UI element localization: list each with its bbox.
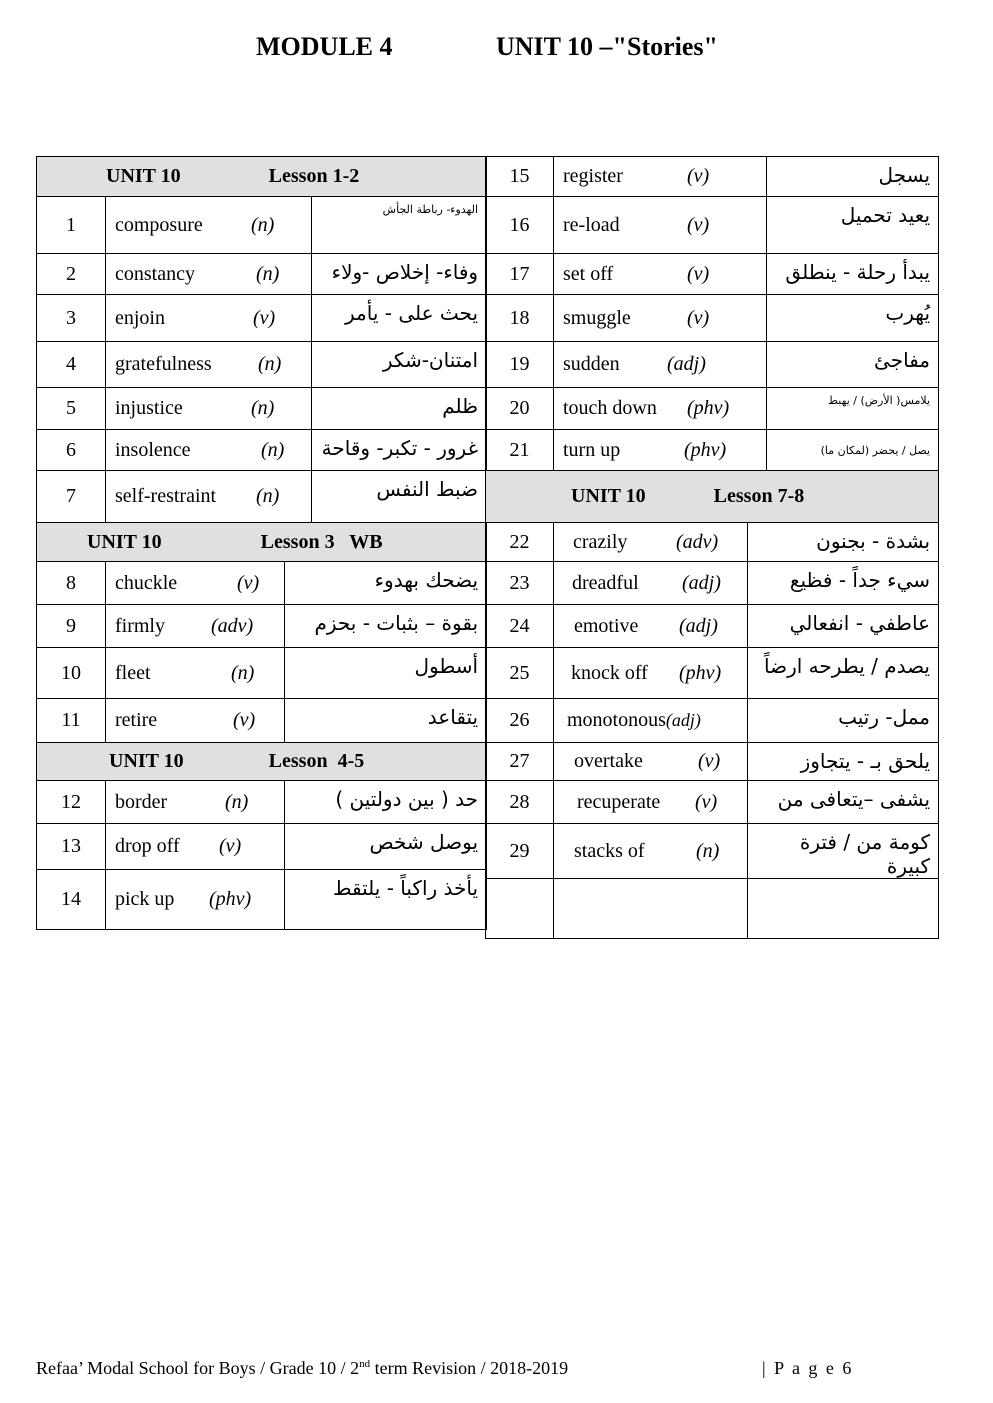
arabic-meaning: يعيد تحميل [767, 197, 939, 254]
arabic-meaning: سيء جداً - فظيع [748, 562, 939, 605]
section-header [37, 523, 487, 562]
arabic-meaning: يُهرب [767, 295, 939, 342]
footer-term: term Revision / 2018-2019 [370, 1358, 569, 1378]
row-number: 18 [486, 295, 554, 342]
part-of-speech: (v) [237, 571, 260, 594]
arabic-meaning: مفاجئ [767, 342, 939, 388]
vocab-word: register [563, 165, 623, 187]
row-number: 21 [486, 430, 554, 471]
arabic-meaning: يسجل [767, 157, 939, 197]
row-number: 10 [37, 648, 106, 699]
table-row [37, 648, 487, 699]
row-number: 3 [37, 295, 106, 342]
part-of-speech: (v) [253, 306, 276, 329]
module-title: MODULE 4 [256, 32, 393, 61]
arabic-meaning: امتنان-شكر [312, 342, 487, 388]
section-header [37, 157, 487, 197]
row-number: 20 [486, 388, 554, 430]
table-row [37, 388, 487, 430]
row-number: 15 [486, 157, 554, 197]
arabic-meaning: ضبط النفس [312, 471, 487, 523]
table-row [486, 562, 939, 605]
table-row [37, 197, 487, 254]
row-number: 14 [37, 870, 106, 930]
vocabulary-table-right [485, 156, 939, 939]
row-number: 24 [486, 605, 554, 648]
table-row [37, 254, 487, 295]
vocab-word: fleet [115, 661, 151, 684]
table-row [37, 295, 487, 342]
vocab-word: touch down [563, 397, 657, 419]
vocabulary-table-left [36, 156, 487, 930]
vocab-word: smuggle [563, 306, 631, 329]
vocab-word: recuperate [577, 790, 661, 813]
arabic-meaning: يلامس( الأرض) / يهبط [767, 388, 939, 430]
vocab-word: composure [115, 213, 203, 236]
vocab-word: gratefulness [115, 353, 212, 375]
vocab-word: retire [115, 709, 158, 731]
section-lesson: Lesson 3 WB [260, 530, 383, 553]
vocab-word: knock off [571, 661, 648, 684]
table-row [37, 824, 487, 870]
section-header [37, 743, 487, 781]
vocab-word: re-load [563, 213, 620, 236]
section-unit: UNIT 10 [109, 750, 184, 772]
unit-title: UNIT 10 –"Stories" [496, 32, 718, 61]
arabic-meaning: يلحق بـ - يتجاوز [748, 743, 939, 781]
table-row [486, 342, 939, 388]
part-of-speech: (phv) [687, 397, 730, 419]
row-number: 5 [37, 388, 106, 430]
vocab-word: insolence [115, 438, 191, 461]
part-of-speech: (phv) [209, 888, 252, 910]
vocab-word: injustice [115, 397, 183, 419]
vocab-word: border [115, 790, 168, 813]
table-row [486, 648, 939, 699]
table-row [486, 781, 939, 824]
section-lesson: Lesson 4-5 [268, 750, 365, 772]
part-of-speech: (adv) [211, 614, 254, 637]
vocab-word: overtake [574, 750, 643, 772]
row-number: 28 [486, 781, 554, 824]
table-row [486, 430, 939, 471]
table-row [486, 388, 939, 430]
vocab-word: enjoin [115, 306, 165, 329]
empty-row [486, 879, 939, 939]
arabic-meaning: ظلم [312, 388, 487, 430]
part-of-speech: (n) [225, 790, 249, 813]
footer-superscript: nd [359, 1358, 371, 1370]
footer-school: Refaa’ Modal School for Boys / Grade 10 / 2 [36, 1358, 360, 1378]
page-number: | P a g e 6 [762, 1358, 854, 1378]
row-number: 19 [486, 342, 554, 388]
arabic-meaning: يشفى –يتعافى من [748, 781, 939, 824]
vocab-word: constancy [115, 262, 195, 285]
arabic-meaning: غرور - تكبر- وقاحة [312, 430, 487, 471]
section-unit: UNIT 10 [571, 485, 646, 507]
row-number: 27 [486, 743, 554, 781]
row-number: 23 [486, 562, 554, 605]
table-row [486, 824, 939, 879]
arabic-meaning: وفاء- إخلاص -ولاء [312, 254, 487, 295]
part-of-speech: (v) [687, 165, 710, 187]
part-of-speech: (v) [687, 262, 710, 285]
vocab-word: set off [563, 262, 614, 285]
part-of-speech: (adj) [667, 353, 706, 375]
row-number: 1 [37, 197, 106, 254]
vocab-word: sudden [563, 353, 620, 375]
table-row [37, 342, 487, 388]
arabic-meaning: حد ( بين دولتين ) [285, 781, 487, 824]
arabic-meaning: يأخذ راكباً - يلتقط [285, 870, 487, 930]
part-of-speech: (n) [256, 485, 280, 507]
vocab-word: monotonous [567, 709, 666, 731]
arabic-meaning: يتقاعد [285, 699, 487, 743]
arabic-meaning: يصدم / يطرحه ارضاً [748, 648, 939, 699]
part-of-speech: (n) [256, 262, 280, 285]
row-number: 6 [37, 430, 106, 471]
vocab-word: pick up [115, 888, 175, 910]
table-row [486, 254, 939, 295]
part-of-speech: (adv) [676, 530, 719, 553]
row-number: 13 [37, 824, 106, 870]
part-of-speech: (phv) [684, 438, 727, 461]
table-row [486, 743, 939, 781]
vocab-word: firmly [115, 614, 165, 637]
part-of-speech: (v) [698, 750, 721, 772]
vocab-word: chuckle [115, 571, 178, 594]
row-number: 29 [486, 824, 554, 879]
part-of-speech: (v) [219, 835, 242, 857]
part-of-speech: (v) [695, 790, 718, 813]
table-row [37, 430, 487, 471]
arabic-meaning: الهدوء- رباطة الجأش [312, 197, 487, 254]
section-unit: UNIT 10 [87, 530, 162, 553]
row-number: 25 [486, 648, 554, 699]
arabic-meaning: يحث على - يأمر [312, 295, 487, 342]
row-number: 17 [486, 254, 554, 295]
arabic-meaning: عاطفي - انفعالي [748, 605, 939, 648]
arabic-meaning: أسطول [285, 648, 487, 699]
footer-text [36, 1358, 568, 1379]
arabic-meaning: كومة من / فترة كبيرة [748, 824, 939, 879]
vocab-word: crazily [573, 530, 628, 553]
arabic-meaning: يصل / يحضر (لمكان ما) [767, 430, 939, 471]
arabic-meaning: يوصل شخص [285, 824, 487, 870]
section-lesson: Lesson 1-2 [268, 165, 360, 187]
part-of-speech: (n) [231, 661, 255, 684]
part-of-speech: (adj) [682, 571, 721, 594]
table-row [37, 699, 487, 743]
part-of-speech: (n) [251, 397, 275, 419]
part-of-speech: (phv) [679, 661, 722, 684]
row-number: 9 [37, 605, 106, 648]
table-row [37, 870, 487, 930]
table-row [37, 605, 487, 648]
vocab-word: stacks of [574, 839, 645, 862]
row-number: 26 [486, 699, 554, 743]
part-of-speech: (n) [696, 839, 720, 862]
row-number: 4 [37, 342, 106, 388]
part-of-speech: (adj) [665, 710, 701, 730]
row-number: 8 [37, 562, 106, 605]
section-unit: UNIT 10 [106, 165, 181, 187]
table-row [486, 523, 939, 562]
section-header [486, 471, 939, 523]
vocab-word: drop off [115, 835, 180, 857]
vocab-word: dreadful [572, 571, 639, 594]
arabic-meaning: بقوة – بثبات - بحزم [285, 605, 487, 648]
row-number: 12 [37, 781, 106, 824]
part-of-speech: (n) [251, 213, 275, 236]
part-of-speech: (v) [687, 213, 710, 236]
table-row [486, 197, 939, 254]
row-number: 16 [486, 197, 554, 254]
arabic-meaning: ممل- رتيب [748, 699, 939, 743]
table-row [486, 699, 939, 743]
table-row [37, 562, 487, 605]
section-lesson: Lesson 7-8 [713, 485, 805, 507]
part-of-speech: (adj) [679, 614, 718, 637]
part-of-speech: (v) [687, 306, 710, 329]
table-row [486, 605, 939, 648]
arabic-meaning: يضحك بهدوء [285, 562, 487, 605]
part-of-speech: (v) [233, 709, 256, 731]
table-row [37, 471, 487, 523]
row-number: 11 [37, 699, 106, 743]
vocab-word: self-restraint [115, 485, 217, 507]
part-of-speech: (n) [261, 438, 285, 461]
row-number: 7 [37, 471, 106, 523]
table-row [486, 295, 939, 342]
row-number: 22 [486, 523, 554, 562]
table-row [37, 781, 487, 824]
part-of-speech: (n) [258, 353, 282, 375]
arabic-meaning: يبدأ رحلة - ينطلق [767, 254, 939, 295]
arabic-meaning: بشدة - بجنون [748, 523, 939, 562]
row-number: 2 [37, 254, 106, 295]
vocab-word: emotive [574, 614, 639, 637]
table-row [486, 157, 939, 197]
vocab-word: turn up [563, 438, 621, 461]
